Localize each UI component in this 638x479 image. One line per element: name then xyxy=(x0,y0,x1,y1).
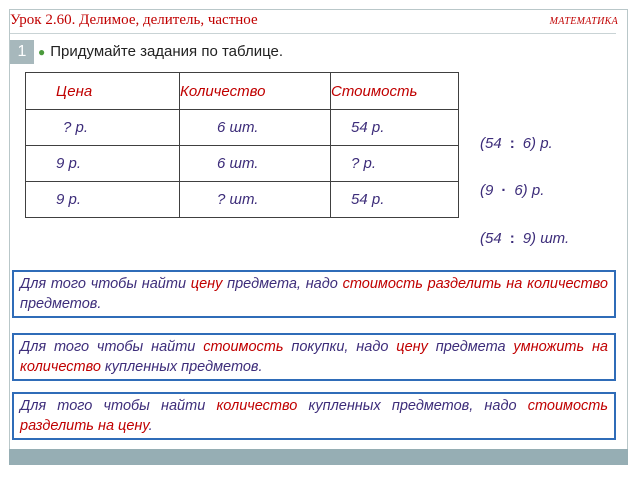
cell-cost: ? р. xyxy=(331,146,459,182)
rule-text: покупки, надо xyxy=(283,339,397,355)
rule-text: предметов. xyxy=(20,296,102,312)
cell-cost: 54 р. xyxy=(331,110,459,146)
formula-cost xyxy=(480,182,544,199)
cell-quantity: 6 шт. xyxy=(180,110,331,146)
cell-price: 9 р. xyxy=(26,182,180,218)
formula-left: (54 xyxy=(480,135,502,152)
rule-find-cost xyxy=(12,333,616,381)
formula-left: (9 xyxy=(480,182,494,199)
rule-keyword: цену xyxy=(396,339,428,355)
cell-price: ? р. xyxy=(26,110,180,146)
rule-text: Для того чтобы найти xyxy=(20,276,191,292)
title-divider xyxy=(10,33,616,34)
multiply-sign: · xyxy=(501,182,507,199)
rule-keyword: стоимость разделить на количество xyxy=(342,276,608,292)
task-instruction-text: Придумайте задания по таблице. xyxy=(50,43,284,60)
formula-right: 6) р. xyxy=(522,135,553,152)
subject-label: МАТЕМАТИКА xyxy=(549,16,618,27)
rule-keyword: цену xyxy=(190,276,223,292)
rule-keyword: умножить на количество xyxy=(20,339,608,375)
table-row xyxy=(26,146,459,182)
cell-cost: 54 р. xyxy=(331,182,459,218)
table-header-row xyxy=(26,73,459,110)
footer-bar xyxy=(9,449,628,465)
cell-quantity: ? шт. xyxy=(180,182,331,218)
formula-right: 6) р. xyxy=(514,182,545,199)
rule-text: . xyxy=(148,418,153,434)
cell-quantity: 6 шт. xyxy=(180,146,331,182)
rule-keyword: стоимость xyxy=(203,339,284,355)
rule-keyword: количество xyxy=(216,398,298,414)
lesson-title: Урок 2.60. Делимое, делитель, частное xyxy=(10,12,258,28)
formula-quantity xyxy=(480,230,569,247)
rule-find-quantity xyxy=(12,392,616,440)
formula-price xyxy=(480,135,553,152)
header-quantity: Количество xyxy=(180,73,331,110)
rule-text: купленных предметов. xyxy=(100,359,263,375)
task-instruction xyxy=(38,43,283,60)
rule-text: купленных предметов, надо xyxy=(297,398,528,414)
table-row xyxy=(26,182,459,218)
cell-price: 9 р. xyxy=(26,146,180,182)
formula-right: 9) шт. xyxy=(522,230,570,247)
rule-find-price xyxy=(12,270,616,318)
table-row xyxy=(26,110,459,146)
divide-sign: : xyxy=(509,135,515,152)
header-price: Цена xyxy=(26,73,180,110)
divide-sign: : xyxy=(509,230,515,247)
task-number-badge: 1 xyxy=(10,40,34,64)
rule-text: предмета xyxy=(427,339,514,355)
header-cost: Стоимость xyxy=(331,73,459,110)
rule-keyword: стоимость разделить на цену xyxy=(20,398,608,434)
rule-text: Для того чтобы найти xyxy=(20,339,204,355)
price-table xyxy=(25,72,459,218)
formula-left: (54 xyxy=(480,230,502,247)
rule-text: предмета, надо xyxy=(222,276,343,292)
bullet-icon: ● xyxy=(38,45,46,59)
rule-text: Для того чтобы найти xyxy=(20,398,217,414)
